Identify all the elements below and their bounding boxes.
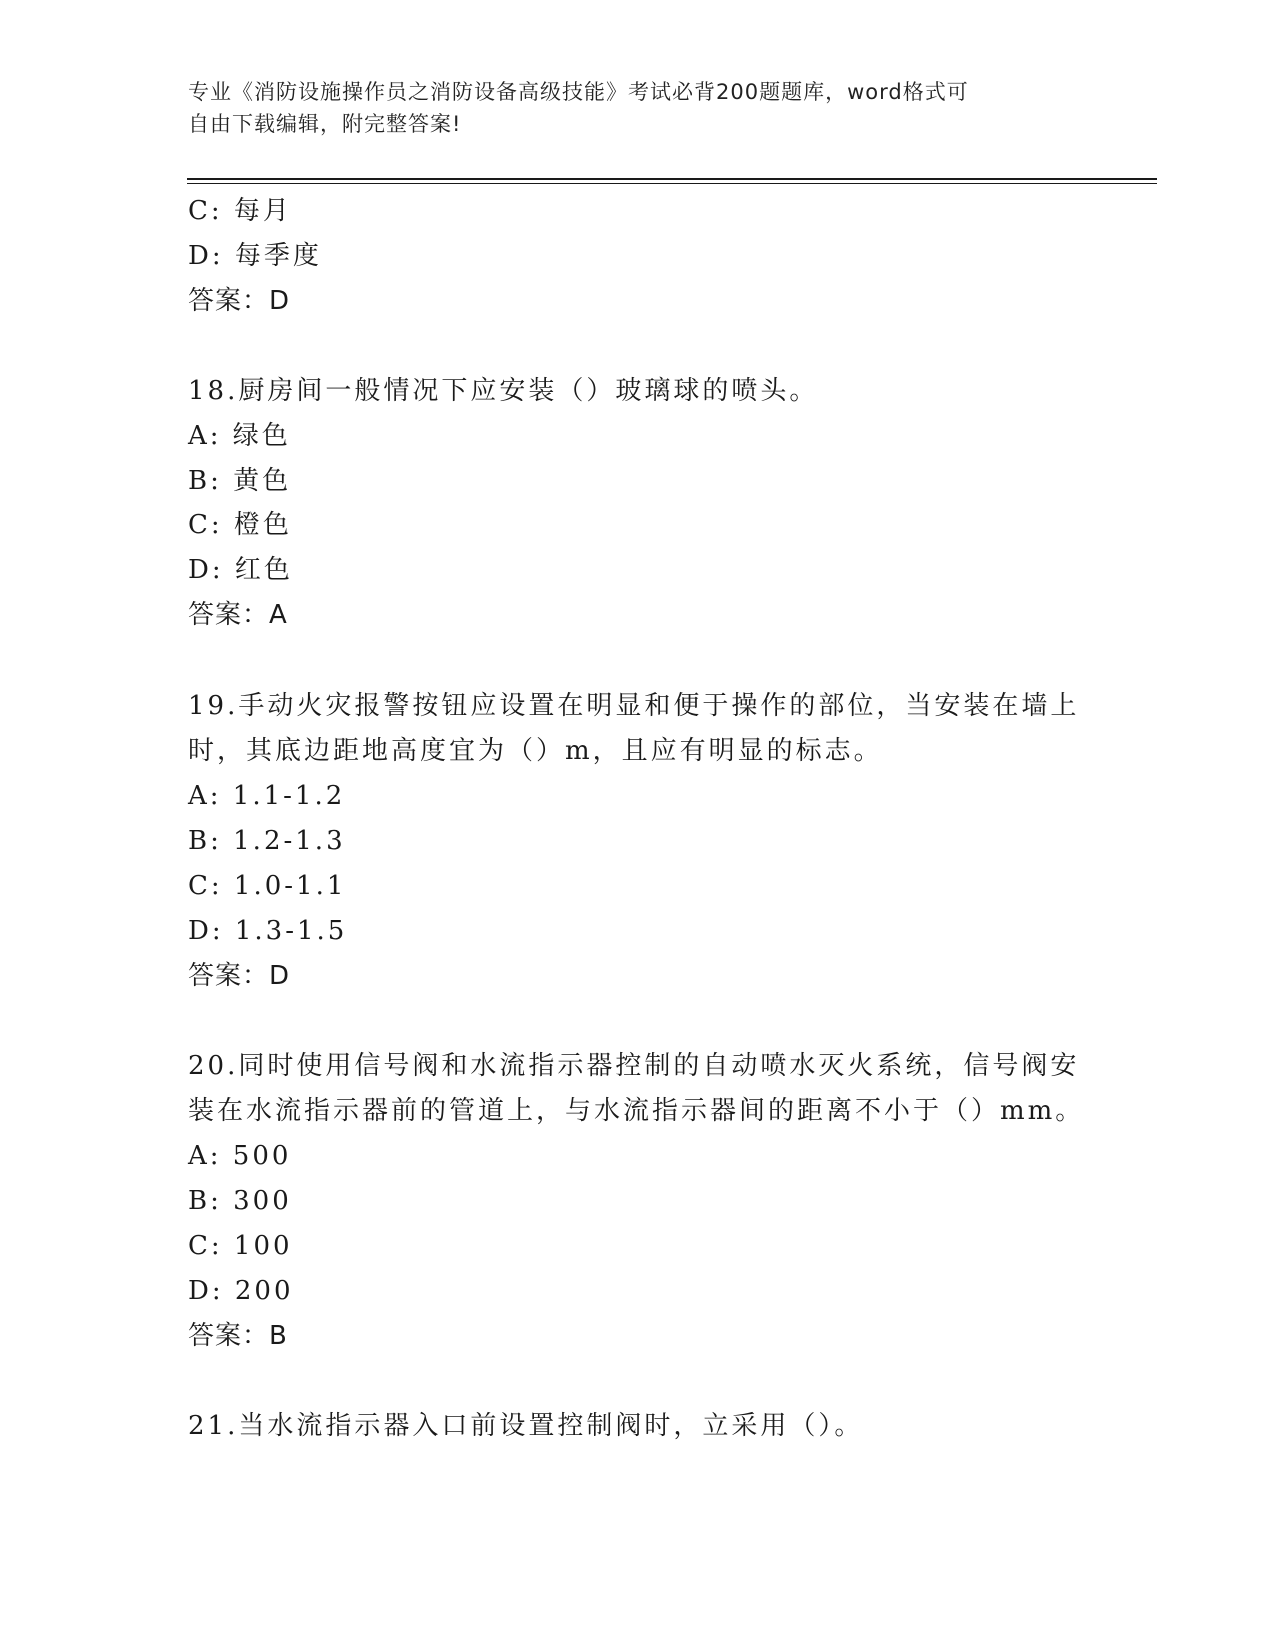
q20-stem-line-2: 装在水流指示器前的管道上，与水流指示器间的距离不小于（）mm。	[188, 1096, 1085, 1126]
header-title-line-2: 自由下载编辑，附完整答案!	[188, 112, 462, 136]
q18-option-b: B: 黄色	[188, 466, 292, 496]
header-title-line-1: 专业《消防设施操作员之消防设备高级技能》考试必背200题题库，word格式可	[188, 80, 969, 104]
q21-stem: 21.当水流指示器入口前设置控制阀时，立采用（）。	[188, 1411, 864, 1441]
q19-option-b: B: 1.2-1.3	[188, 826, 346, 856]
q19-option-a: A: 1.1-1.2	[188, 781, 346, 811]
q20-option-a: A: 500	[188, 1141, 292, 1171]
header-divider-thick	[187, 178, 1157, 180]
q20-option-c: C: 100	[188, 1231, 293, 1261]
q20-option-b: B: 300	[188, 1186, 292, 1216]
header-divider-thin	[187, 183, 1157, 184]
q18-stem: 18.厨房间一般情况下应安装（）玻璃球的喷头。	[188, 376, 819, 406]
q19-option-d: D: 1.3-1.5	[188, 916, 348, 946]
q20-answer: 答案：B	[188, 1321, 288, 1351]
q18-option-c: C: 橙色	[188, 510, 292, 540]
prev-answer: 答案：D	[188, 286, 291, 316]
q20-option-d: D: 200	[188, 1276, 294, 1306]
q20-stem-line-1: 20.同时使用信号阀和水流指示器控制的自动喷水灭火系统，信号阀安	[188, 1051, 1080, 1081]
prev-option-d: D: 每季度	[188, 241, 322, 271]
q18-option-d: D: 红色	[188, 555, 293, 585]
q19-option-c: C: 1.0-1.1	[188, 871, 347, 901]
q19-stem-line-1: 19.手动火灾报警按钮应设置在明显和便于操作的部位，当安装在墙上	[188, 691, 1080, 721]
document-header	[188, 76, 1068, 140]
prev-option-c: C: 每月	[188, 196, 292, 226]
q19-answer: 答案：D	[188, 961, 291, 991]
q18-answer: 答案：A	[188, 600, 288, 630]
q18-option-a: A: 绿色	[188, 421, 291, 451]
q19-stem-line-2: 时，其底边距地高度宜为（）m，且应有明显的标志。	[188, 736, 883, 766]
